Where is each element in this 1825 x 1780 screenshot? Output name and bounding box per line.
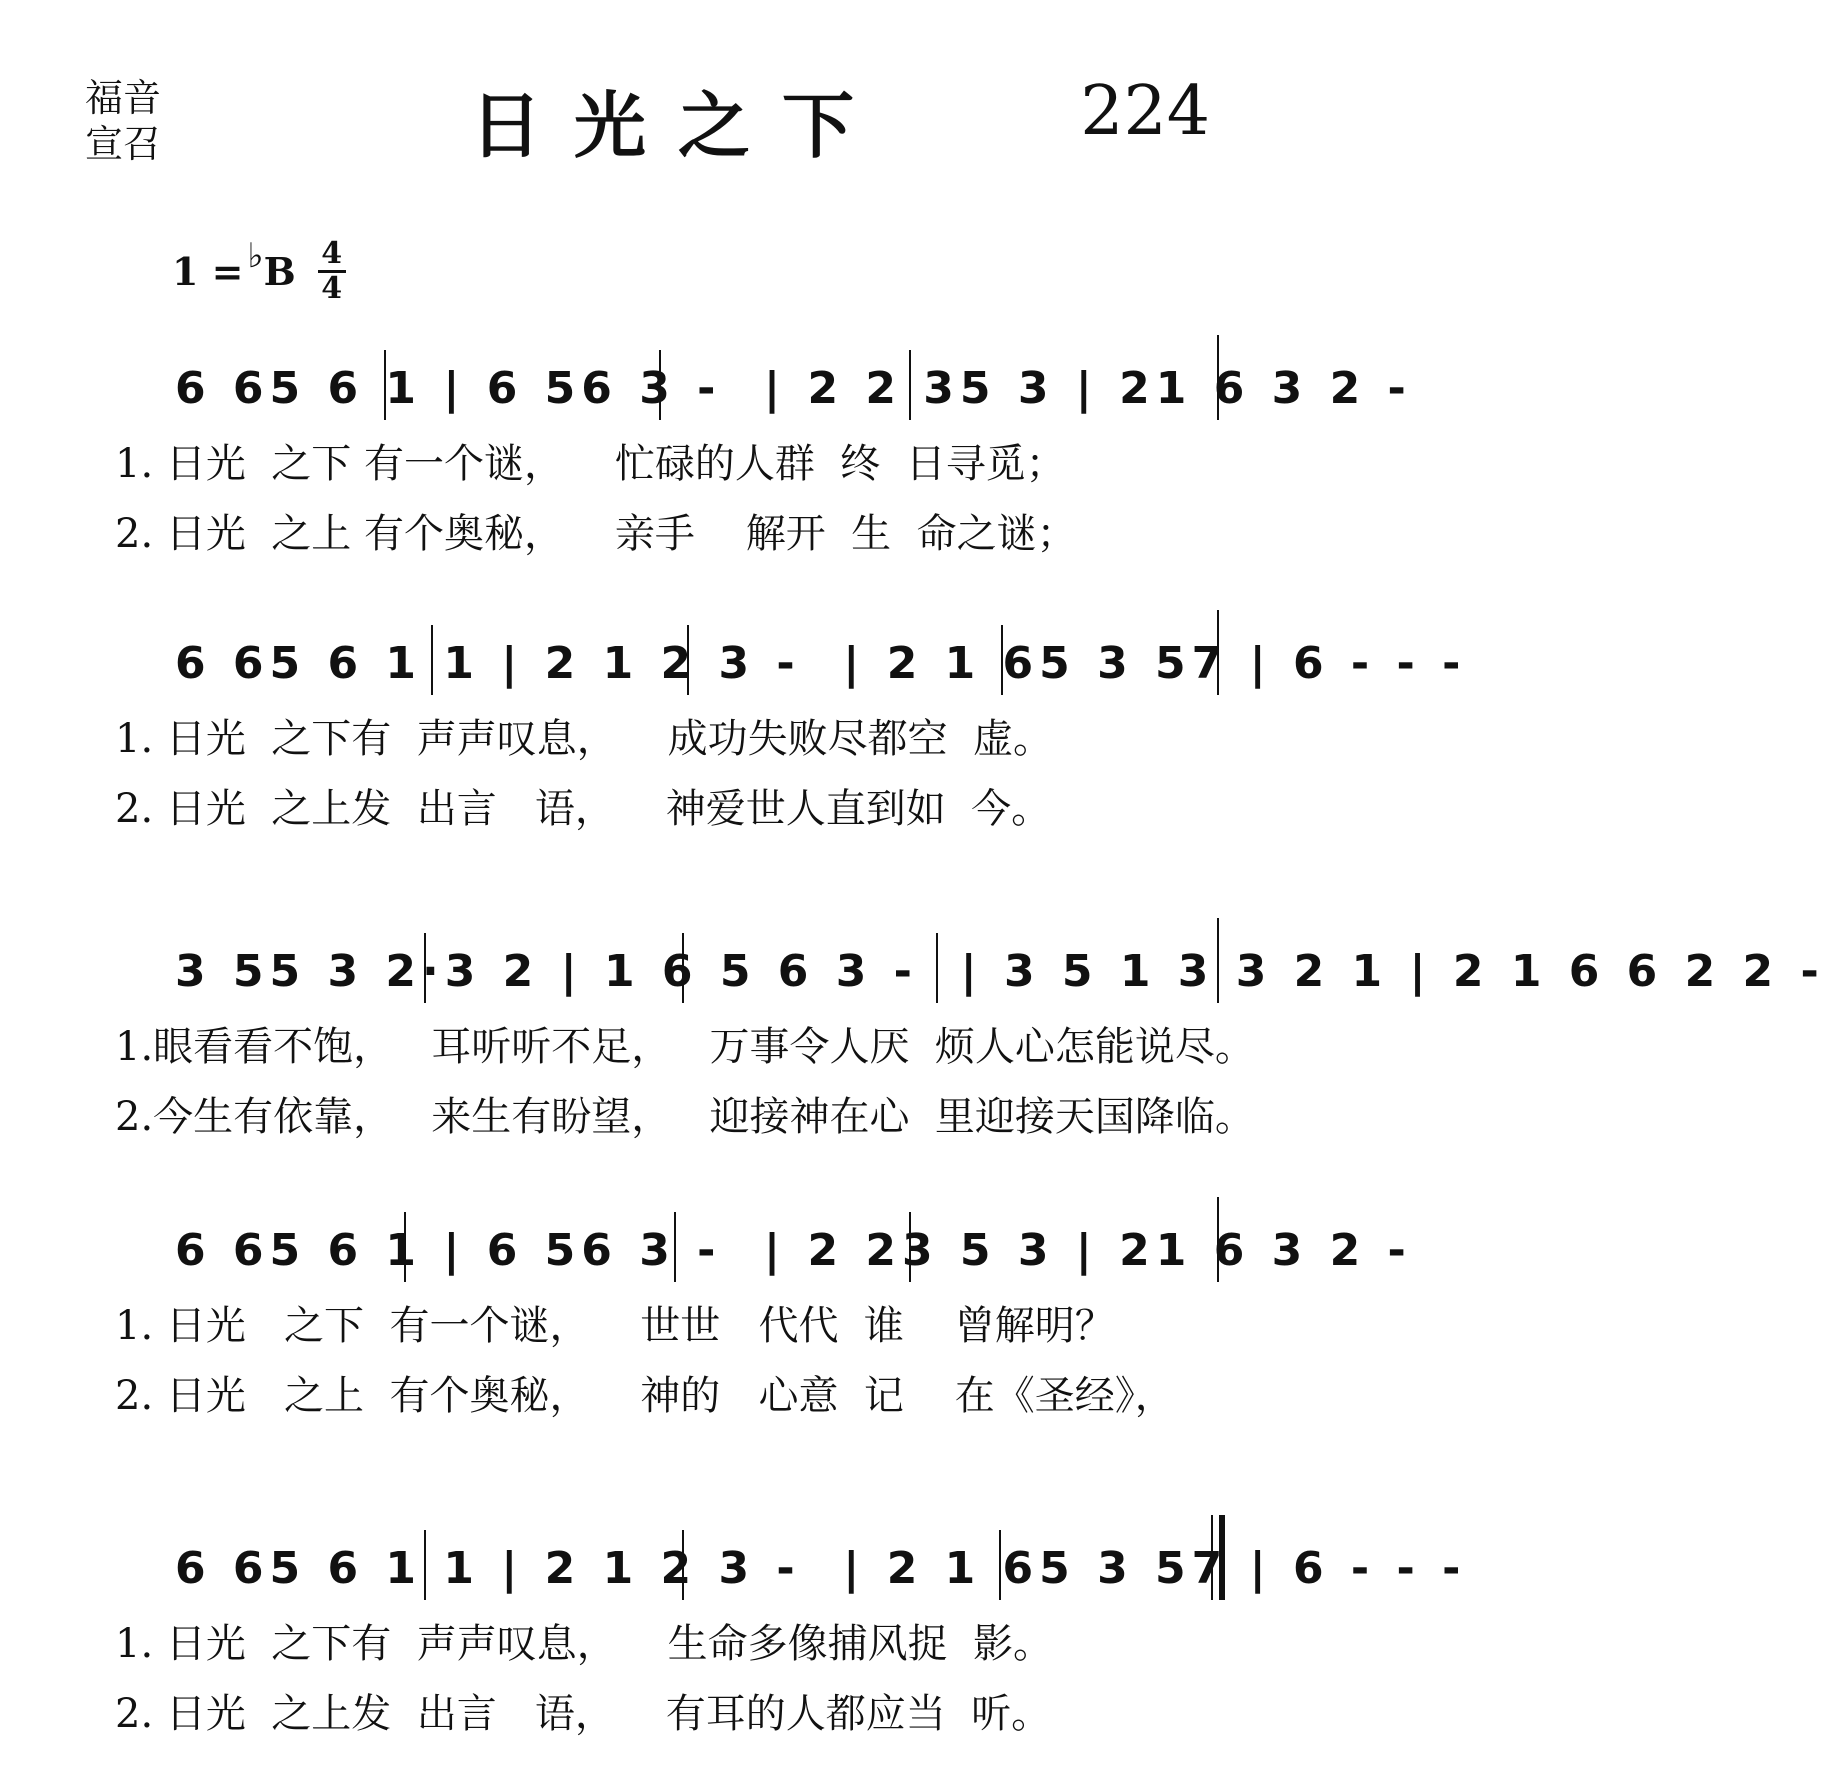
notation-line <box>0 1197 1412 1297</box>
jianpu-notes: 6 65 6 1 | 6 56 3 - | 2 2 35 3 | 21 6 3 2 - <box>175 363 1412 414</box>
verse-1-lyrics: 1. 日光 之下 有一个谜， 忙碌的人群 终 日寻觅； <box>115 441 1066 487</box>
flat-sign: ♭ <box>247 235 264 276</box>
verse-1-lyrics: 1. 日光 之下有 声声叹息， 成功失败尽都空 虚。 <box>115 716 1054 762</box>
verse-2-lyrics: 2. 日光 之上 有个奥秘， 神的 心意 记 在《圣经》， <box>115 1373 1175 1419</box>
hymn-number: 224 <box>1080 72 1210 151</box>
notation-line <box>0 918 1825 1018</box>
notation-line <box>0 1515 1467 1615</box>
category-line-1: 福音 <box>85 76 162 120</box>
music-system-1 <box>0 335 1412 575</box>
time-signature-top: 4 <box>321 236 343 271</box>
verse-2-lyrics: 2. 日光 之上发 出言 语， 神爱世人直到如 今。 <box>115 786 1052 832</box>
page-title: 日光之下 <box>470 83 887 168</box>
music-system-5 <box>0 1515 1467 1755</box>
category-line-2: 宣召 <box>85 122 162 166</box>
notation-line <box>0 610 1467 710</box>
music-system-2 <box>0 610 1467 850</box>
notation-line <box>0 335 1412 435</box>
time-signature-bottom: 4 <box>321 271 343 306</box>
verse-1-lyrics: 1. 日光 之下有 声声叹息， 生命多像捕风捉 影。 <box>115 1621 1054 1667</box>
key-signature <box>172 235 346 306</box>
hymn-category <box>85 75 161 167</box>
verse-2-lyrics: 2.今生有依靠， 来生有盼望， 迎接神在心 里迎接天国降临。 <box>115 1094 1255 1140</box>
verse-2-lyrics: 2. 日光 之上 有个奥秘， 亲手 解开 生 命之谜； <box>115 511 1077 557</box>
key-name: B <box>263 249 296 294</box>
music-system-3 <box>0 918 1825 1158</box>
jianpu-notes: 6 65 6 1 1 | 2 1 2 3 - | 2 1 65 3 57 | 6 - - - <box>175 1543 1467 1594</box>
jianpu-notes: 6 65 6 1 | 6 56 3 - | 2 23 5 3 | 21 6 3 2 - <box>175 1225 1412 1276</box>
key-prefix: 1 = <box>172 249 244 294</box>
music-system-4 <box>0 1197 1412 1437</box>
verse-2-lyrics: 2. 日光 之上发 出言 语， 有耳的人都应当 听。 <box>115 1691 1052 1737</box>
verse-1-lyrics: 1.眼看看不饱， 耳听听不足， 万事令人厌 烦人心怎能说尽。 <box>115 1024 1255 1070</box>
jianpu-notes: 6 65 6 1 1 | 2 1 2 3 - | 2 1 65 3 57 | 6 - - - <box>175 638 1467 689</box>
time-signature <box>318 238 346 305</box>
verse-1-lyrics: 1. 日光 之下 有一个谜， 世世 代代 谁 曾解明？ <box>115 1303 1115 1349</box>
jianpu-notes: 3 55 3 2·3 2 | 1 6 5 6 3 - | 3 5 1 3 3 2 1 | 2 1 6 6 2 2 - <box>175 946 1825 997</box>
